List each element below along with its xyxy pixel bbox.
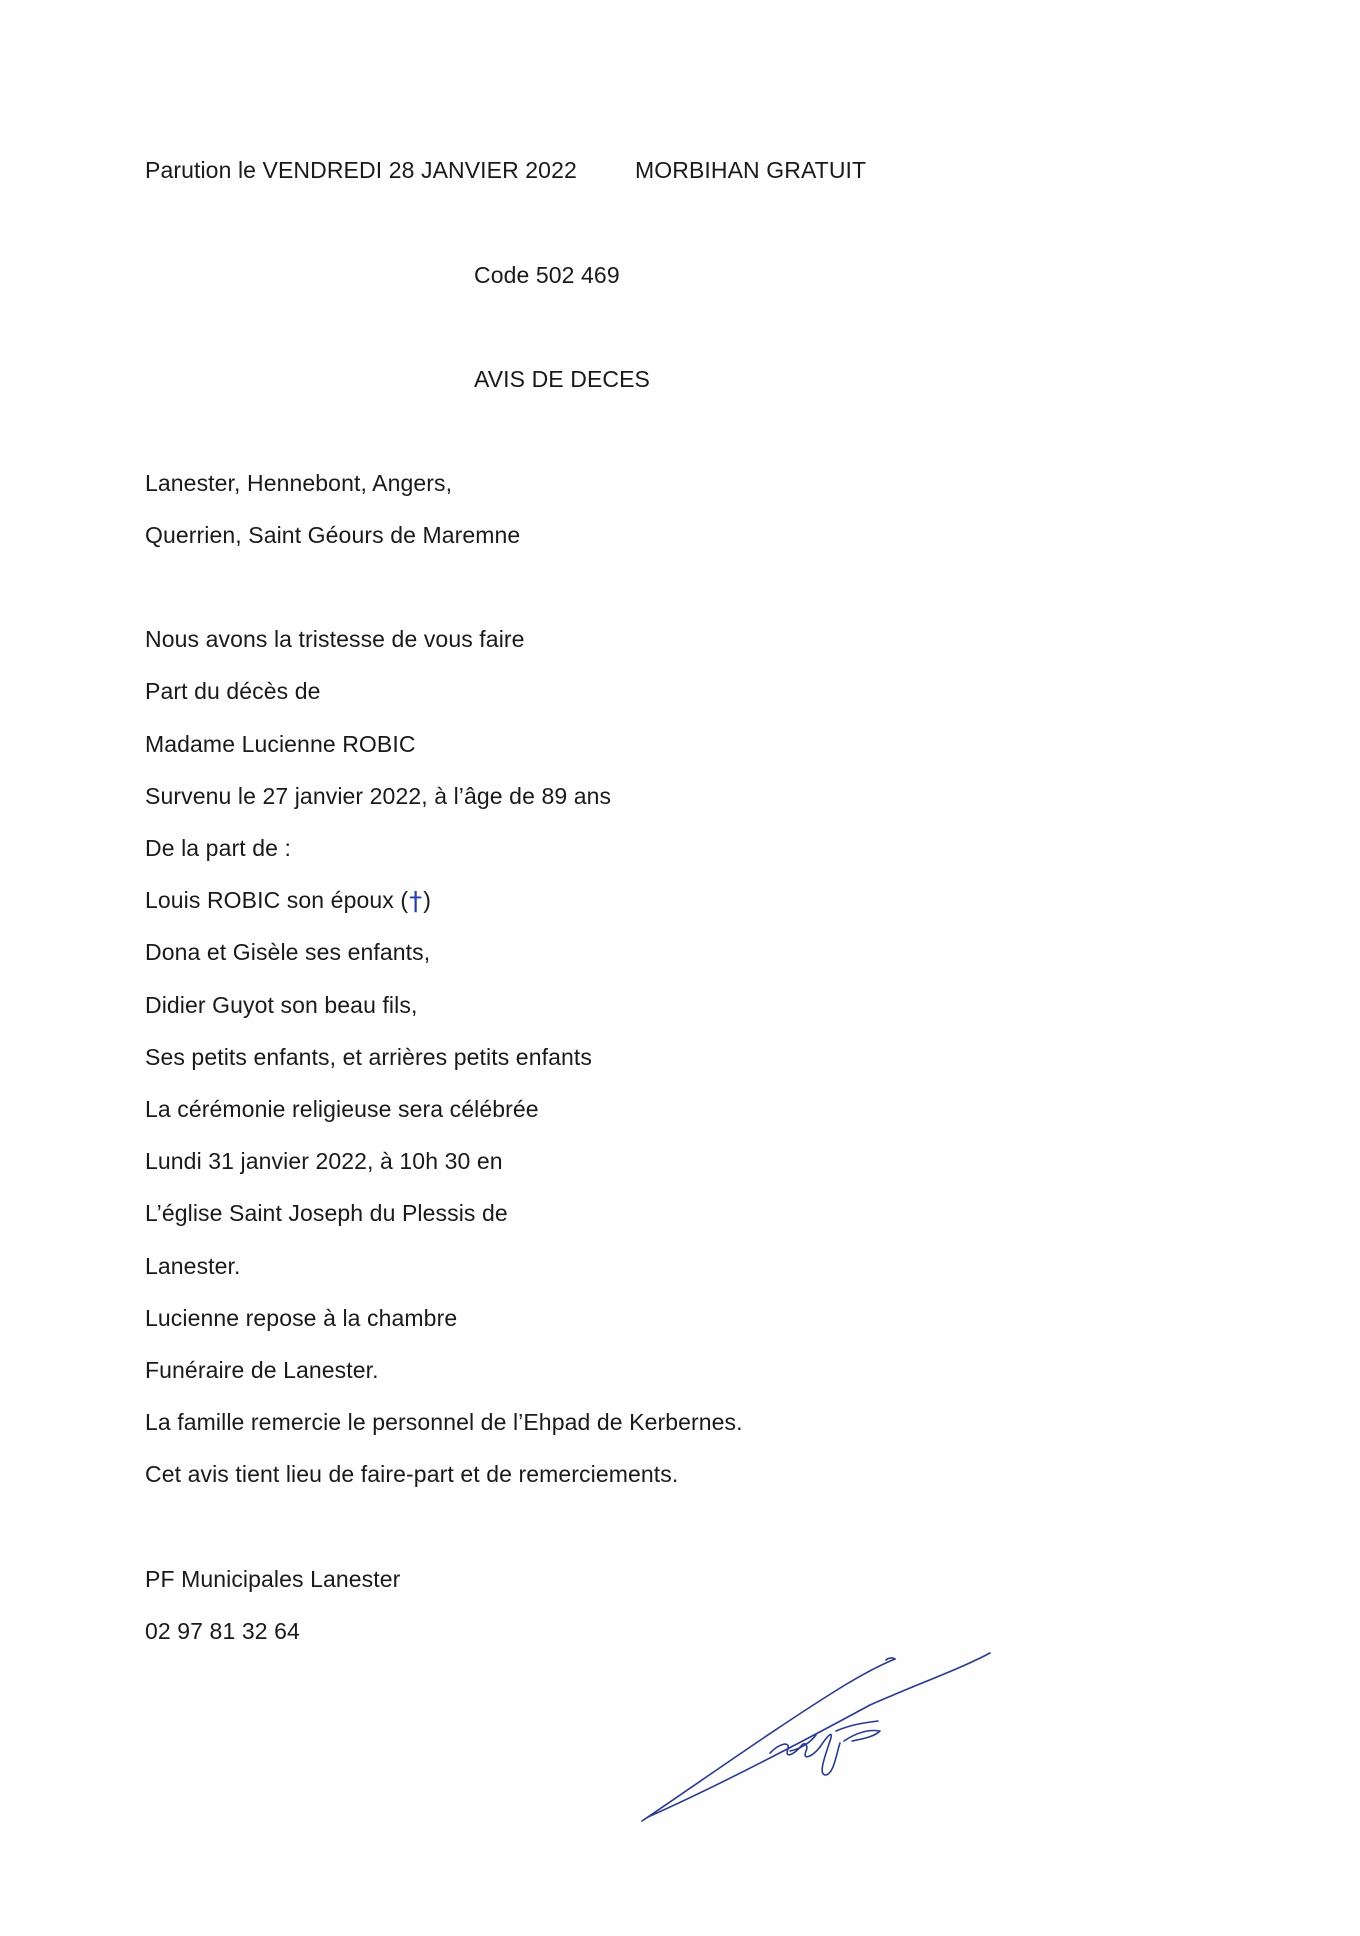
spouse-close: ) bbox=[423, 887, 431, 913]
body-line: Dona et Gisèle ses enfants, bbox=[145, 939, 431, 965]
locations-line-2: Querrien, Saint Géours de Maremne bbox=[145, 522, 521, 548]
newspaper-name: MORBIHAN GRATUIT bbox=[635, 157, 867, 183]
spouse-line bbox=[145, 886, 431, 917]
publication-date: Parution le VENDREDI 28 JANVIER 2022 bbox=[145, 157, 577, 183]
body-line: Cet avis tient lieu de faire-part et de remerciements. bbox=[145, 1461, 679, 1487]
body-line: La famille remercie le personnel de l’Ehpad de Kerbernes. bbox=[145, 1409, 743, 1435]
phone-number: 02 97 81 32 64 bbox=[145, 1618, 300, 1644]
body-line: Funéraire de Lanester. bbox=[145, 1357, 379, 1383]
body-line: La cérémonie religieuse sera célébrée bbox=[145, 1096, 539, 1122]
funeral-home-name: PF Municipales Lanester bbox=[145, 1566, 401, 1592]
body-line: Didier Guyot son beau fils, bbox=[145, 992, 418, 1018]
body-line: De la part de : bbox=[145, 835, 291, 861]
body-line: Part du décès de bbox=[145, 678, 321, 704]
deceased-name: Madame Lucienne ROBIC bbox=[145, 731, 416, 757]
body-line: L’église Saint Joseph du Plessis de bbox=[145, 1200, 508, 1226]
body-line: Lanester. bbox=[145, 1253, 241, 1279]
cross-icon: † bbox=[409, 887, 423, 917]
body-line: Lundi 31 janvier 2022, à 10h 30 en bbox=[145, 1148, 503, 1174]
page-title: AVIS DE DECES bbox=[474, 366, 650, 392]
body-line: Nous avons la tristesse de vous faire bbox=[145, 626, 525, 652]
locations-line-1: Lanester, Hennebont, Angers, bbox=[145, 470, 453, 496]
body-line: Ses petits enfants, et arrières petits enfants bbox=[145, 1044, 592, 1070]
ad-code: Code 502 469 bbox=[474, 262, 620, 288]
signature-icon bbox=[630, 1625, 1010, 1825]
body-line: Lucienne repose à la chambre bbox=[145, 1305, 458, 1331]
body-line: Survenu le 27 janvier 2022, à l’âge de 89 ans bbox=[145, 783, 612, 809]
spouse-text: Louis ROBIC son époux ( bbox=[145, 887, 409, 913]
